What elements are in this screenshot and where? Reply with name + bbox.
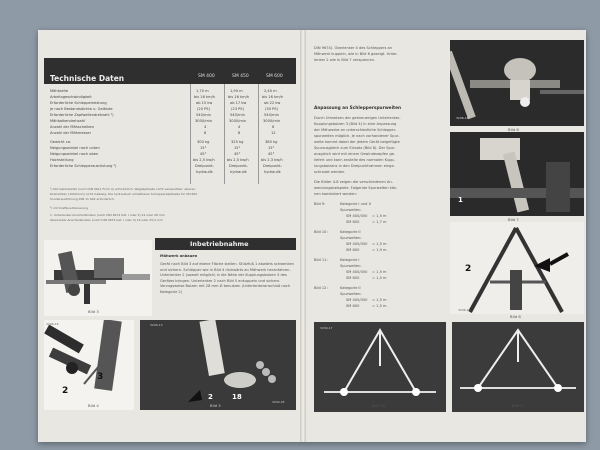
- photo-code: 3206-16: [46, 322, 59, 326]
- kat-row-label: SM 600: [346, 248, 360, 252]
- footnote: Oberlenker-Anschlußbolzen (nach DIN 9674 Kat. I oder II) 19 oder 25,4 mm: [50, 218, 163, 222]
- photo-code: 3206-13: [150, 323, 163, 327]
- kat-row-value: = 1,5 m: [372, 214, 387, 218]
- spec-label: Anzahl der Mähscheiben: [50, 125, 95, 129]
- spec-value: 540/min: [264, 113, 279, 117]
- paragraph-line: Spurausgleich zum Einsatz (Bild 8). Der Spur-: [314, 146, 396, 150]
- photo-bild4: [44, 320, 134, 410]
- spec-table-title: Technische Daten: [50, 74, 125, 83]
- kat-spurweiten: Spurweiten:: [340, 264, 362, 268]
- kat-row-value: = 1,7 m: [372, 220, 387, 224]
- spec-value: 1,70 m: [196, 89, 209, 93]
- kat-name: Kategorie II: [340, 286, 361, 290]
- spec-col-sm600: SM 600: [266, 74, 283, 79]
- spec-value: hydraulik: [196, 170, 213, 174]
- spec-label: Erforderliche Zapfwellendrehzahl ¹): [50, 113, 114, 117]
- label-2-bild5: 2: [208, 393, 213, 401]
- photo-code: 3206-18: [456, 116, 469, 120]
- paragraph-line: lungsbolzens in den Dreipunktrahmen einge-: [314, 164, 395, 168]
- spec-value: bis 2,5 kw/h: [227, 158, 249, 162]
- label-2-bild4: 2: [62, 386, 69, 396]
- spec-value: (20 PS): [197, 107, 210, 111]
- footnote: ²) mit Kraftpositionierung: [50, 206, 88, 210]
- label-1-bild7: 1: [458, 196, 463, 204]
- spec-value: 45°: [200, 152, 207, 156]
- section-subtitle: Mähwerk anbauen: [160, 254, 198, 258]
- spec-label: Neigungswinkel nach unten: [50, 146, 100, 150]
- section-paragraph: Gerät nach Bild 3 auf ebene Fläche stellen. Stützfuß 1 abwärts schwenken und sichern. Schlepper wie in Bild 4 rückwärts an Mähwerk heranfahren. Unterlenker 2 (soweit möglich) in die Nähe der Kupplungsbolzen 3 des Gerätes bringen. Unterlenker 2 nach Bild 5 ankuppeln und sichern. Vorzugsweise Bolzen mit 28 mm Ø benutzen (Unterlenkeranschluß nach Kategorie 2): [160, 262, 294, 294]
- spec-value: bis 2,3 kw/h: [261, 158, 283, 162]
- kat-name: Kategorie I: [340, 258, 360, 262]
- spec-value: bis 16 km/h: [228, 95, 250, 99]
- intro-line: Mähwerk kuppeln, wie in Bild 6 gezeigt. Unter-: [314, 52, 398, 56]
- page-gutter: [300, 30, 306, 442]
- caption-bild6: Bild 6: [508, 127, 519, 132]
- footnote: ¹) Normaldrehzahl (nach DIN 9611 Form A) erforderlich, Wegzapfwelle nicht verwendbar; ebenso: [50, 187, 196, 191]
- spec-value: 4: [238, 125, 241, 129]
- spec-label: Erforderliche Schlepperleistung,: [50, 101, 108, 105]
- paragraph-line: nen kombiniert werden:: [314, 192, 357, 196]
- spec-value: 380 kg: [265, 140, 278, 144]
- spec-divider: [190, 84, 191, 184]
- spec-value: ab 17 kw: [230, 101, 247, 105]
- caption-bild8: Bild 8: [510, 314, 521, 319]
- right-heading: Anpassung an Schlepperspurweiten: [314, 106, 402, 111]
- kat-name: Kategorie I und II: [340, 202, 371, 206]
- spec-label: Arbeitsgeschwindigkeit: [50, 95, 92, 99]
- spec-value: 45°: [268, 152, 275, 156]
- caption-bild10: Bild 10: [372, 403, 386, 408]
- spec-label: Neigungswinkel nach oben: [50, 152, 99, 156]
- kat-bild: Bild 12:: [314, 286, 328, 290]
- spec-value: Dreipunkt-: [195, 164, 214, 168]
- spec-label: Mähbreite: [50, 89, 69, 93]
- spec-value: (30 PS): [265, 107, 278, 111]
- kat-row-value: = 1,5 m: [372, 276, 387, 280]
- spec-col-sm450: SM 450: [232, 74, 249, 79]
- spec-label: Mähbalkendrehzahl: [50, 119, 86, 123]
- spec-value: ab 22 kw: [264, 101, 281, 105]
- spec-value: Dreipunkt-: [263, 164, 282, 168]
- spec-value: 8: [238, 131, 241, 135]
- spec-value: 4: [204, 125, 207, 129]
- spec-value: 8: [204, 131, 207, 135]
- spec-divider: [224, 84, 225, 184]
- photo-bild6: [450, 40, 584, 126]
- intro-line: lenker 2 wie in Bild 7 verspannen.: [314, 58, 376, 62]
- intro-line: DIN 9674). Oberlenker 4 des Schleppers an: [314, 46, 392, 50]
- paragraph-line: ausgleich wird mit einem Gewindezapfen ge-: [314, 152, 396, 156]
- paragraph-line: Durch Umsetzen der gestreuerigen Unterlenker-: [314, 116, 401, 120]
- kat-row-label: SM 400/450: [346, 214, 368, 218]
- spec-value: 2,40 m: [264, 89, 277, 93]
- spec-value: hydraulik: [264, 170, 281, 174]
- spec-value: 6: [272, 125, 275, 129]
- spec-col-sm400: SM 400: [198, 74, 215, 79]
- spec-label: Hochstellung: [50, 158, 74, 162]
- spec-value: 540/min: [196, 113, 211, 117]
- kat-row-value: = 1,5 m: [372, 298, 387, 302]
- spec-divider: [258, 84, 259, 184]
- spec-value: 12: [271, 131, 276, 135]
- photo-code: 3204-45: [272, 400, 285, 404]
- spec-label: Erforderliche Schlepperausrüstung ²): [50, 164, 117, 168]
- photo-bild5: [140, 320, 296, 410]
- paragraph-line: weite kommt dabei der jedem Gerät beigefügte: [314, 140, 400, 144]
- caption-bild5: Bild 5: [210, 403, 221, 408]
- kat-spurweiten: Spurweiten:: [340, 208, 362, 212]
- paragraph-line: der Mähwerke an unterschiedliche Schlepper-: [314, 128, 397, 132]
- caption-bild9: Bild 9: [512, 403, 523, 408]
- spec-value: 300 kg: [197, 140, 210, 144]
- spec-value: Dreipunkt-: [229, 164, 248, 168]
- kat-bild: Bild 11:: [314, 258, 328, 262]
- spec-value: bis 16 km/h: [262, 95, 284, 99]
- spec-value: 15°: [200, 146, 207, 150]
- kat-row-value: = 1,5 m: [372, 242, 387, 246]
- drawing-bild9: [452, 322, 584, 412]
- spec-label: Gewicht ca.: [50, 140, 72, 144]
- paragraph-line: wendungsbeispiele. Folgende Spurweiten kön-: [314, 186, 398, 190]
- spec-value: 1,90 m: [230, 89, 243, 93]
- footnote: Drehzahlen (1000/min) nicht zulässig. Die hydraulisch schaltbaren Schlepperzapfwelle für SM 600: [50, 192, 198, 196]
- kat-row-value: = 1,5 m: [372, 304, 387, 308]
- caption-bild7: Bild 7: [508, 217, 519, 222]
- photo-bild3: [44, 240, 152, 316]
- spec-value: 15°: [234, 146, 241, 150]
- label-18-bild5: 18: [232, 393, 242, 401]
- kat-row-value: = 1,5 m: [372, 270, 387, 274]
- spec-value: 15°: [268, 146, 275, 150]
- paragraph-line: Kupplungsbolzen 3 (Bild 4) in eine Anpassung: [314, 122, 397, 126]
- caption-bild4: Bild 4: [88, 403, 99, 408]
- photo-code: 3204-17: [320, 326, 333, 330]
- footnote: 1. Unterlenker-Anschlußbolzen (nach DIN 9674 Kat. I oder II) 22 oder 28 mm: [50, 213, 165, 217]
- spec-label: je nach Bestandsdichte u. Gelände: [50, 107, 113, 111]
- spec-value: hydraulik: [230, 170, 247, 174]
- kat-row-label: SM 600: [346, 304, 360, 308]
- photo-code: 3206-10: [458, 308, 471, 312]
- spec-value: 3000/min: [229, 119, 247, 123]
- paragraph-line: Die Bilder 4-8 zeigen die verschiedenen An-: [314, 180, 393, 184]
- kat-row-label: SM 400/450: [346, 298, 368, 302]
- spec-value: (23 PS): [231, 107, 244, 111]
- kat-row-label: SM 600: [346, 276, 360, 280]
- kat-spurweiten: Spurweiten:: [340, 292, 362, 296]
- photo-bild7: [450, 132, 584, 216]
- drawing-bild10: [314, 322, 446, 412]
- kat-row-value: = 1,9 m: [372, 248, 387, 252]
- spec-value: 45°: [234, 152, 241, 156]
- label-3-bild4: 3: [97, 372, 104, 382]
- section-title: Inbetriebnahme: [190, 240, 249, 248]
- kat-bild: Bild 9:: [314, 202, 326, 206]
- paragraph-line: liefert und kann anstelle des normalen Kupp-: [314, 158, 395, 162]
- caption-bild3: Bild 3: [88, 309, 99, 314]
- kat-bild: Bild 10:: [314, 230, 328, 234]
- spec-value: 540/min: [230, 113, 245, 117]
- spec-value: bis 2,5 kw/h: [193, 158, 215, 162]
- paragraph-line: spurweiten möglich. Je nach vorhandener Spur-: [314, 134, 400, 138]
- kat-row-label: SM 400/450: [346, 242, 368, 246]
- kat-spurweiten: Spurweiten:: [340, 236, 362, 240]
- spec-value: ab 15 kw: [196, 101, 213, 105]
- spec-value: 325 kg: [231, 140, 244, 144]
- spec-label: Anzahl der Mähmesser: [50, 131, 92, 135]
- footnote: Sonderausführung DIN 11 602 erforderlich.: [50, 197, 115, 201]
- kat-row-label: SM 600: [346, 220, 360, 224]
- spec-value: bis 16 km/h: [194, 95, 216, 99]
- kat-row-label: SM 400/450: [346, 270, 368, 274]
- paragraph-line: schraubt werden.: [314, 170, 346, 174]
- spec-value: 3000/min: [195, 119, 213, 123]
- spec-value: 3000/min: [263, 119, 281, 123]
- kat-name: Kategorie II: [340, 230, 361, 234]
- label-2-bild8: 2: [465, 264, 472, 274]
